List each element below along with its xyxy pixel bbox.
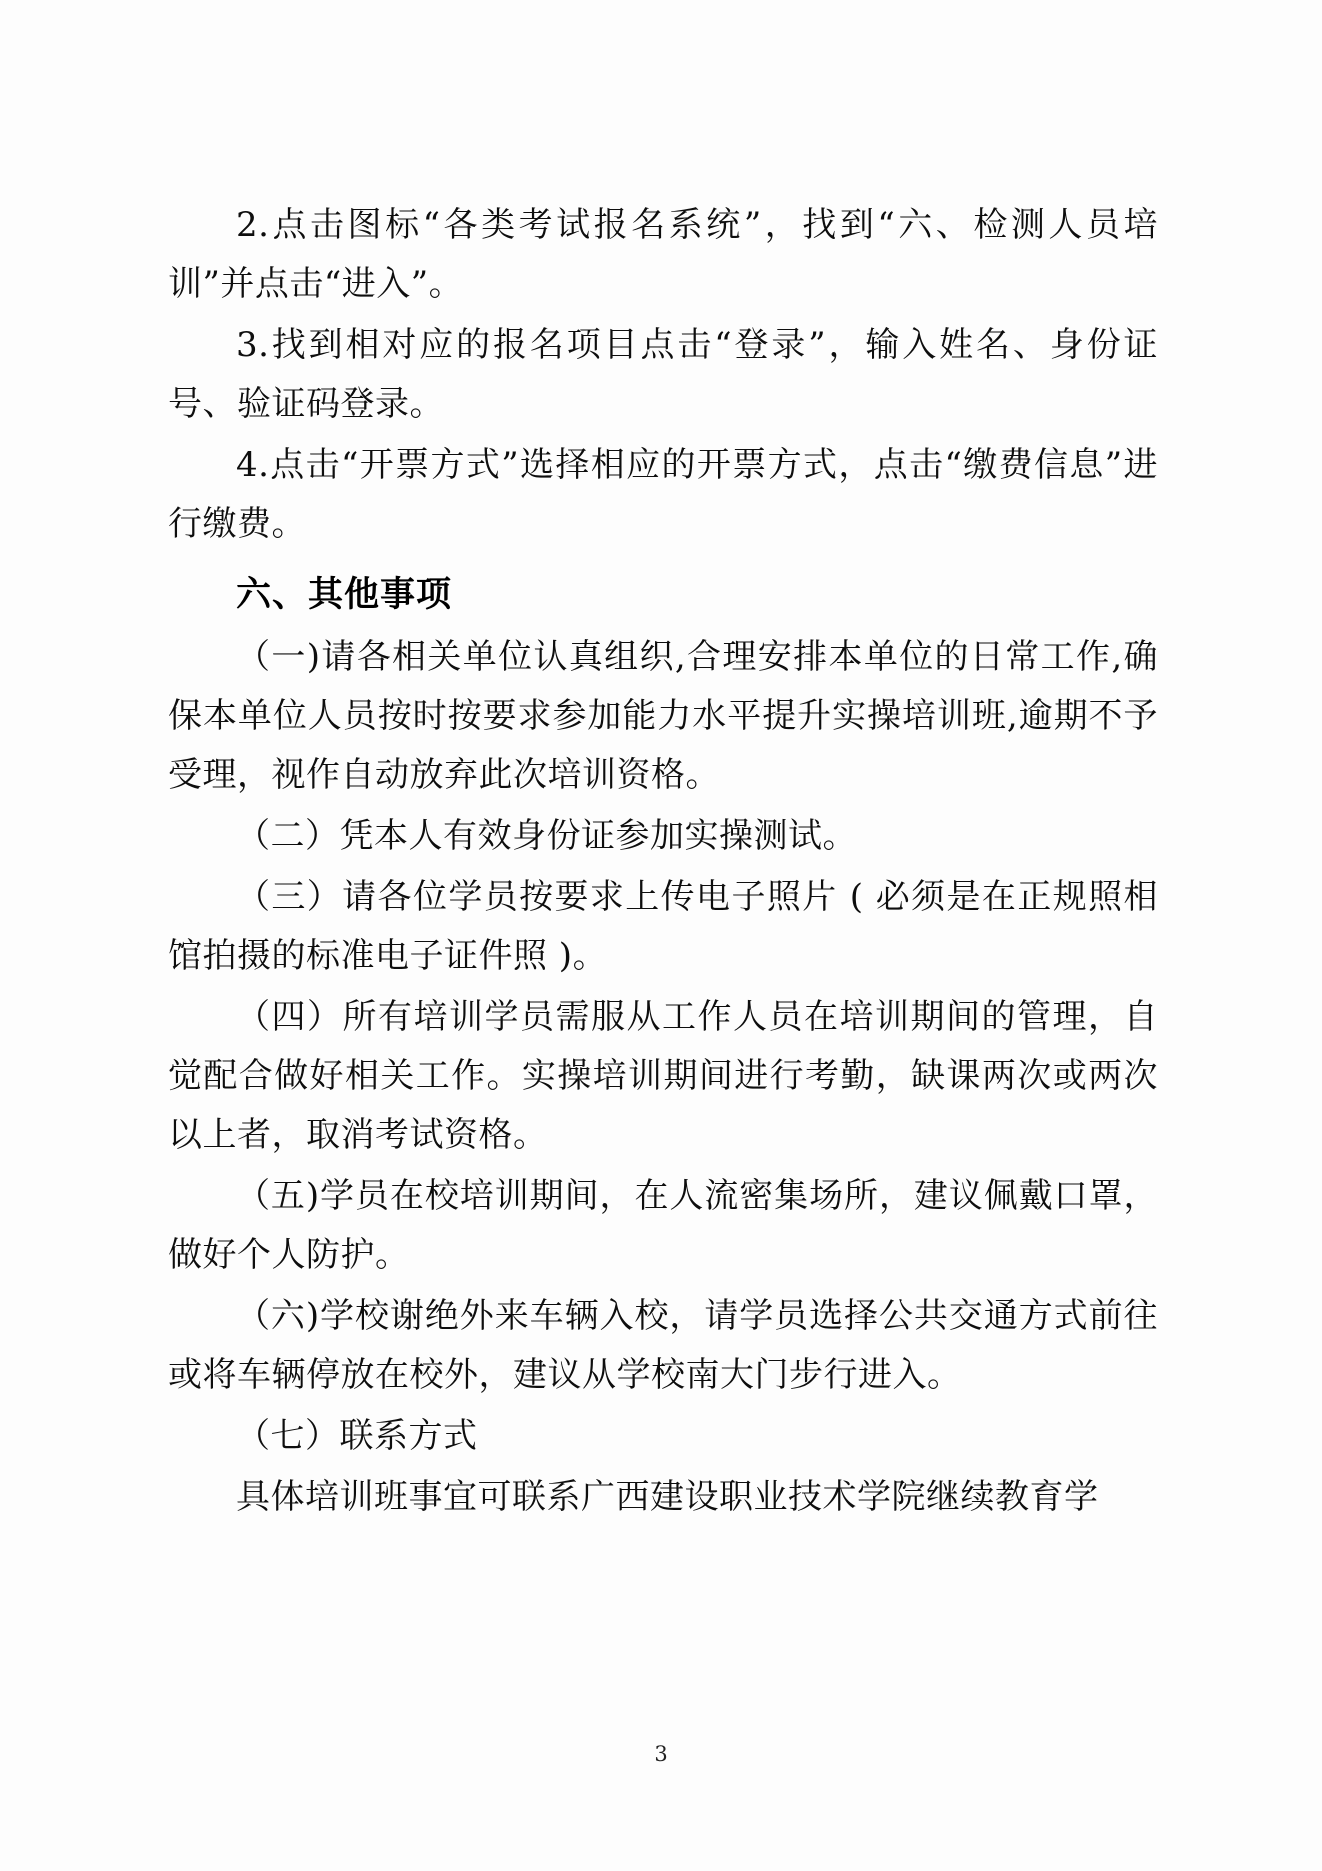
paragraph-item-7: （七）联系方式 xyxy=(236,1416,478,1456)
paragraph-contact: 具体培训班事宜可联系广西建设职业技术学院继续教育学 xyxy=(236,1477,1099,1517)
paragraph-step-2: 2.点击图标“各类考试报名系统”，找到“六、检测人员培训”并点击“进入”。 xyxy=(168,205,1158,304)
paragraph-item-1: （一)请各相关单位认真组织,合理安排本单位的日常工作,确保本单位人员按时按要求参加能力水平提升实操培训班,逾期不予受理，视作自动放弃此次培训资格。 xyxy=(168,637,1158,795)
paragraph-item-2: （二）凭本人有效身份证参加实操测试。 xyxy=(236,816,857,856)
paragraph-item-4: （四）所有培训学员需服从工作人员在培训期间的管理，自觉配合做好相关工作。实操培训期间进行考勤，缺课两次或两次以上者，取消考试资格。 xyxy=(168,997,1158,1155)
page-number: 3 xyxy=(654,1742,668,1766)
paragraph-step-3: 3.找到相对应的报名项目点击“登录”，输入姓名、身份证号、验证码登录。 xyxy=(168,325,1158,424)
paragraph-item-5: （五)学员在校培训期间，在人流密集场所，建议佩戴口罩，做好个人防护。 xyxy=(168,1176,1158,1275)
paragraph-item-3: （三）请各位学员按要求上传电子照片 ( 必须是在正规照相馆拍摄的标准电子证件照 )。 xyxy=(168,877,1158,976)
section-heading-other-matters: 六、其他事项 xyxy=(236,574,453,615)
paragraph-step-4: 4.点击“开票方式”选择相应的开票方式，点击“缴费信息”进行缴费。 xyxy=(168,445,1158,544)
paragraph-item-6: （六)学校谢绝外来车辆入校，请学员选择公共交通方式前往或将车辆停放在校外，建议从学校南大门步行进入。 xyxy=(168,1296,1158,1395)
document-body xyxy=(168,196,1158,1529)
